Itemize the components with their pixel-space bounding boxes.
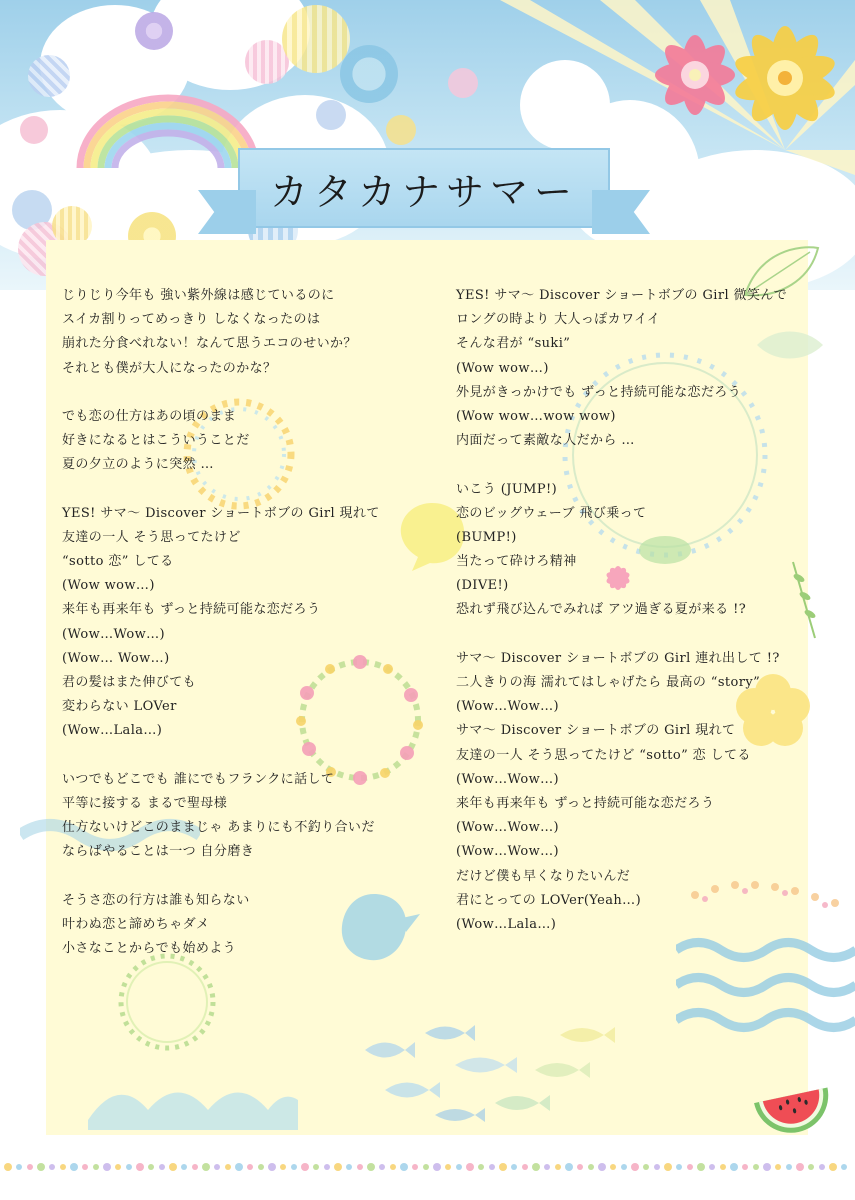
border-dot [841,1164,847,1170]
lyric-line: 二人きりの海 濡れてはしゃげたら 最高の “story” [456,675,761,690]
border-dot [225,1164,231,1170]
lyrics-left-column [62,284,442,961]
lyric-line: (Wow wow…wow wow) [456,408,616,424]
border-dot [27,1164,33,1170]
lyric-line: 君の髪はまた伸びても [62,675,197,690]
border-dot [324,1164,330,1170]
border-dot [565,1163,573,1171]
border-dot [346,1164,352,1170]
border-dot [103,1163,111,1171]
lyric-line: (BUMP!) [456,529,517,545]
border-dot [577,1164,583,1170]
border-dot [367,1163,375,1171]
border-dot [654,1164,660,1170]
balloon-dot [20,116,48,144]
lyric-line: そうさ恋の行方は誰も知らない [62,892,250,908]
balloon-dot [340,45,398,103]
lyric-line: 友達の一人 そう思ってたけど “sotto” 恋 してる [456,747,751,763]
border-dot [258,1164,264,1170]
border-dot [136,1163,144,1171]
balloon-dot [282,5,350,73]
border-dot [819,1164,825,1170]
border-dot [148,1164,154,1170]
border-dot [280,1164,286,1170]
dot-border [0,1160,855,1174]
stanza-gap [62,381,442,405]
border-dot [643,1164,649,1170]
border-dot [631,1163,639,1171]
lyric-line: (Wow…Wow…) [456,844,560,860]
lyric-line: 恋のビッグウェーブ 飛び乗って [456,505,647,521]
lyric-line: ならばやることは一つ 自分磨き [62,844,255,860]
border-dot [192,1164,198,1170]
border-dot [664,1163,672,1171]
title-ribbon [238,148,610,228]
lyric-line: だけど僕も早くなりたいんだ [456,868,631,884]
border-dot [313,1164,319,1170]
border-dot [379,1164,385,1170]
border-dot [610,1164,616,1170]
border-dot [753,1164,759,1170]
lyric-line: いつでもどこでも 誰にでもフランクに話して [62,771,335,787]
lyric-line: 好きになるとはこういうことだ [62,433,250,449]
wave-icon [676,935,855,1040]
border-dot [697,1163,705,1171]
lyric-line: 夏の夕立のように突然 … [62,457,214,473]
lyric-line: 平等に接する まるで聖母様 [62,795,228,811]
border-dot [412,1164,418,1170]
border-dot [588,1164,594,1170]
border-dot [115,1164,121,1170]
border-dot [433,1163,441,1171]
lyric-line: 外見がきっかけでも ずっと持続可能な恋だろう [456,384,742,400]
lyric-line: スイカ割りってめっきり しなくなったのは [62,312,321,328]
border-dot [763,1163,771,1171]
lyric-line: 内面だって素敵な人だから … [456,433,635,449]
border-dot [709,1164,715,1170]
border-dot [598,1163,606,1171]
lyric-line: それとも僕が大人になったのかな？ [62,360,277,376]
border-dot [334,1163,342,1171]
flower-icon [720,8,850,148]
lyric-line: そんな君が “suki” [456,336,571,352]
border-dot [676,1164,682,1170]
border-dot [544,1164,550,1170]
border-dot [423,1164,429,1170]
border-dot [466,1163,474,1171]
border-dot [82,1164,88,1170]
lyrics-right-column [456,284,806,937]
balloon-dot [135,12,173,50]
border-dot [720,1164,726,1170]
border-dot [445,1164,451,1170]
border-dot [247,1164,253,1170]
balloon-dot [28,55,70,97]
border-dot [522,1164,528,1170]
border-dot [489,1164,495,1170]
lyric-line: じりじり今年も 強い紫外線は感じているのに [62,288,335,303]
lyric-line: 小さなことからでも始めよう [62,941,237,957]
stanza-gap [62,478,442,502]
lyric-line: 崩れた分食べれない！なんて思うエコのせいか？ [62,336,357,352]
border-dot [4,1163,12,1171]
border-dot [808,1164,814,1170]
border-dot [126,1164,132,1170]
lyric-line: (Wow…Wow…) [456,699,560,715]
border-dot [214,1164,220,1170]
border-dot [181,1164,187,1170]
lyric-line: ロングの時より 大人っぽカワイイ [456,312,661,328]
border-dot [478,1164,484,1170]
lyric-line: 変わらない LOVer [62,699,177,715]
border-dot [775,1164,781,1170]
lyric-line: 叶わぬ恋と諦めちゃダメ [62,916,210,932]
border-dot [93,1164,99,1170]
lyric-line: “sotto 恋” してる [62,554,174,570]
border-dot [532,1163,540,1171]
lyric-line: (Wow…Wow…) [62,626,166,642]
border-dot [796,1163,804,1171]
border-dot [291,1164,297,1170]
balloon-dot [386,115,416,145]
border-dot [400,1163,408,1171]
lyric-line: でも恋の仕方はあの頃のまま [62,408,237,424]
lyric-line: 恐れず飛び込んでみれば アツ過ぎる夏が来る !? [456,602,747,618]
border-dot [16,1164,22,1170]
border-dot [390,1164,396,1170]
lyric-line: 仕方ないけどこのままじゃ あまりにも不釣り合いだ [62,820,375,836]
border-dot [235,1163,243,1171]
border-dot [621,1164,627,1170]
fish-icon [345,1015,620,1130]
border-dot [301,1163,309,1171]
lyric-line: (Wow…Wow…) [456,771,560,787]
stanza-gap [62,744,442,768]
border-dot [499,1163,507,1171]
lyric-line: (DIVE!) [456,578,509,594]
lyric-line: YES! サマ〜 Discover ショートボブの Girl 現れて [62,505,380,521]
border-dot [357,1164,363,1170]
border-dot [555,1164,561,1170]
stanza-gap [456,623,806,647]
border-dot [169,1163,177,1171]
border-dot [742,1164,748,1170]
lyric-line: (Wow wow…) [456,360,549,376]
wreath-icon [112,945,222,1060]
border-dot [786,1164,792,1170]
border-dot [202,1163,210,1171]
lyric-line: (Wow…Wow…) [456,820,560,836]
border-dot [730,1163,738,1171]
border-dot [49,1164,55,1170]
lyric-line: サマ〜 Discover ショートボブの Girl 現れて [456,723,736,739]
lyric-line: 君にとっての LOVer(Yeah…) [456,892,642,908]
lyric-line: 友達の一人 そう思ってたけど [62,529,241,545]
border-dot [511,1164,517,1170]
border-dot [70,1163,78,1171]
lyric-line: サマ〜 Discover ショートボブの Girl 連れ出して !? [456,650,780,666]
lyric-line: いこう (JUMP!) [456,481,558,497]
border-dot [159,1164,165,1170]
border-dot [60,1164,66,1170]
lyric-line: 来年も再来年も ずっと持続可能な恋だろう [62,602,321,618]
lyric-line: (Wow…Lala…) [456,916,557,932]
lyric-line: YES! サマ〜 Discover ショートボブの Girl 微笑んで [456,288,788,303]
lyric-line: (Wow… Wow…) [62,650,170,666]
border-dot [829,1163,837,1171]
stanza-gap [456,453,806,477]
border-dot [456,1164,462,1170]
lyric-line: (Wow…Lala…) [62,723,163,739]
border-dot [268,1163,276,1171]
lyric-line: 来年も再来年も ずっと持続可能な恋だろう [456,795,715,811]
border-dot [37,1163,45,1171]
lyric-line: (Wow wow…) [62,578,155,594]
lyric-line: 当たって砕けろ精神 [456,554,577,570]
watermelon-icon [752,1075,837,1150]
stanza-gap [62,865,442,889]
balloon-dot [316,100,346,130]
border-dot [687,1164,693,1170]
page-title: カタカナサマー [269,169,578,214]
wave-icon [88,1070,298,1130]
